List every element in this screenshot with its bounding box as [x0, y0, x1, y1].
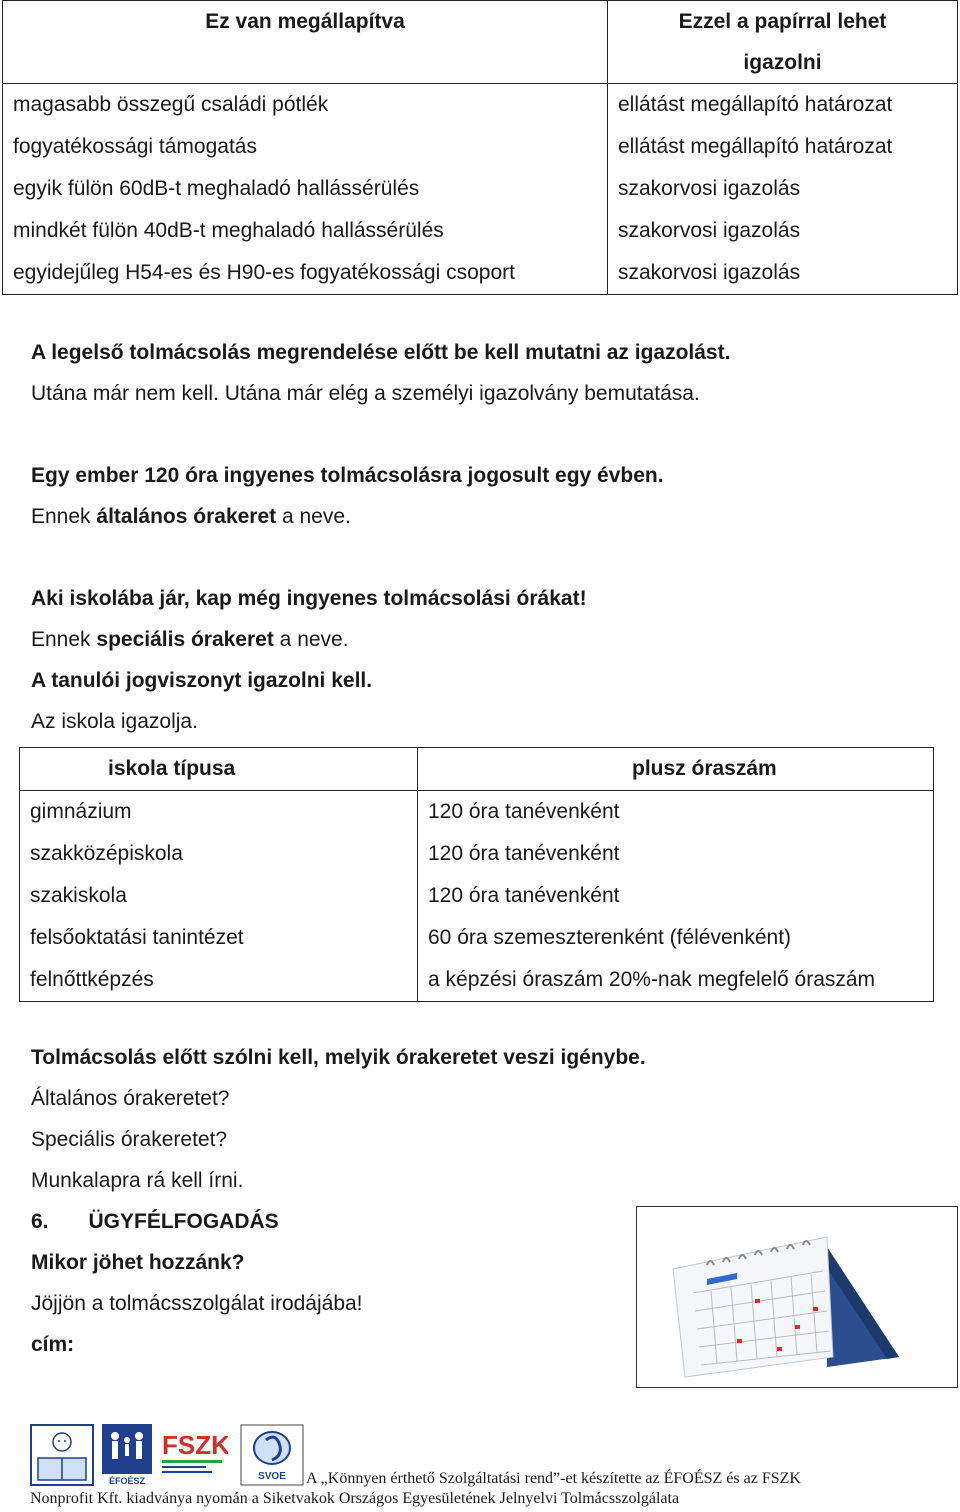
table-row: [3, 210, 958, 252]
school-hours-table: [19, 747, 934, 1002]
table-cell: szakiskola: [20, 875, 418, 917]
table-row: [20, 791, 934, 834]
address-label: cím:: [31, 1333, 75, 1356]
book-reader-icon: [30, 1424, 94, 1486]
section-number: 6.: [31, 1210, 49, 1233]
proof-table-header-col2: [608, 1, 958, 84]
table-cell: egyidejűleg H54-es és H90-es fogyatékossági csoport: [3, 252, 608, 295]
table-cell: ellátást megállapító határozat: [608, 126, 958, 168]
table-row: [20, 875, 934, 917]
calendar-illustration: [636, 1206, 958, 1388]
fszk-logo-text: FSZK: [162, 1430, 228, 1460]
svoe-logo: [240, 1424, 304, 1486]
fszk-logo-icon: [160, 1424, 228, 1486]
efoesz-book-logo: [30, 1424, 94, 1486]
school-table-header-type: iskola típusa: [20, 748, 418, 791]
question-general: Általános órakeretet?: [31, 1087, 230, 1110]
proof-table-header-col1: Ez van megállapítva: [3, 1, 608, 84]
proof-table: [2, 0, 958, 295]
efoesz-logo-text: ÉFOÉSZ: [108, 1476, 146, 1486]
come-to-office-text: Jöjjön a tolmácsszolgálat irodájába!: [31, 1292, 363, 1315]
proof-table-header-col2-line2: igazolni: [743, 51, 822, 74]
svoe-logo-text: SVOE: [258, 1471, 286, 1482]
when-question: Mikor jöhet hozzánk?: [31, 1251, 245, 1274]
text-fragment: Ennek: [31, 628, 97, 651]
table-cell: 120 óra tanévenként: [418, 791, 934, 834]
proof-table-header-row: [3, 1, 958, 84]
table-cell: 120 óra tanévenként: [418, 875, 934, 917]
table-cell: fogyatékossági támogatás: [3, 126, 608, 168]
table-cell: egyik fülön 60dB-t meghaladó hallássérülés: [3, 168, 608, 210]
table-cell: felsőoktatási tanintézet: [20, 917, 418, 959]
school-certifies-text: Az iskola igazolja.: [31, 710, 198, 733]
calendar-icon: [637, 1207, 957, 1387]
table-cell: 60 óra szemeszterenként (félévenként): [418, 917, 934, 959]
table-cell: szakközépiskola: [20, 833, 418, 875]
table-cell: 120 óra tanévenként: [418, 833, 934, 875]
section-title: ÜGYFÉLFOGADÁS: [88, 1210, 279, 1233]
table-cell: ellátást megállapító határozat: [608, 84, 958, 127]
fszk-logo: [160, 1424, 228, 1486]
table-cell: gimnázium: [20, 791, 418, 834]
table-cell: szakorvosi igazolás: [608, 252, 958, 295]
table-row: [20, 917, 934, 959]
section-heading: [31, 1201, 279, 1242]
text-fragment: a neve.: [276, 505, 351, 528]
student-status-text: A tanulói jogviszonyt igazolni kell.: [31, 669, 373, 692]
proof-required-text: A legelső tolmácsolás megrendelése előtt be kell mutatni az igazolást.: [31, 341, 731, 364]
text-fragment: a neve.: [273, 628, 349, 651]
question-special: Speciális órakeretet?: [31, 1128, 228, 1151]
table-row: [3, 252, 958, 295]
text-fragment: Ennek: [31, 505, 97, 528]
proof-table-header-col2-line1: Ezzel a papírral lehet: [678, 10, 887, 33]
footer-credit-line2: Nonprofit Kft. kiadványa nyomán a Siketvakok Országos Egyesületének Jelnyelvi Tolmácsszolgálata: [30, 1490, 680, 1507]
proof-followup-text: Utána már nem kell. Utána már elég a személyi igazolvány bemutatása.: [31, 382, 700, 405]
footer-credit-line1: A „Könnyen érthető Szolgáltatási rend”-et készítette az ÉFOÉSZ és az FSZK: [306, 1470, 801, 1487]
general-hours-text: Egy ember 120 óra ingyenes tolmácsolásra jogosult egy évben.: [31, 464, 664, 487]
special-hours-term: speciális órakeret: [96, 628, 274, 651]
general-hours-term: általános órakeret: [96, 505, 277, 528]
table-cell: szakorvosi igazolás: [608, 168, 958, 210]
school-hours-text: Aki iskolába jár, kap még ingyenes tolmácsolási órákat!: [31, 587, 587, 610]
table-cell: felnőttképzés: [20, 959, 418, 1002]
table-row: [3, 168, 958, 210]
table-row: [20, 833, 934, 875]
worksheet-note: Munkalapra rá kell írni.: [31, 1169, 244, 1192]
table-cell: szakorvosi igazolás: [608, 210, 958, 252]
efoesz-logo: [102, 1424, 152, 1486]
family-icon: [102, 1424, 152, 1486]
table-row: [20, 959, 934, 1002]
table-cell: mindkét fülön 40dB-t meghaladó hallássérülés: [3, 210, 608, 252]
table-cell: magasabb összegű családi pótlék: [3, 84, 608, 127]
table-row: [3, 84, 958, 127]
general-hours-name: [31, 496, 351, 537]
table-cell: a képzési óraszám 20%-nak megfelelő óraszám: [418, 959, 934, 1002]
school-table-header-hours: plusz óraszám: [418, 748, 934, 791]
special-hours-name: [31, 619, 349, 660]
table-row: [3, 126, 958, 168]
ear-eye-icon: [240, 1424, 304, 1486]
choose-budget-text: Tolmácsolás előtt szólni kell, melyik órakeretet veszi igénybe.: [31, 1046, 646, 1069]
school-table-header-row: [20, 748, 934, 791]
